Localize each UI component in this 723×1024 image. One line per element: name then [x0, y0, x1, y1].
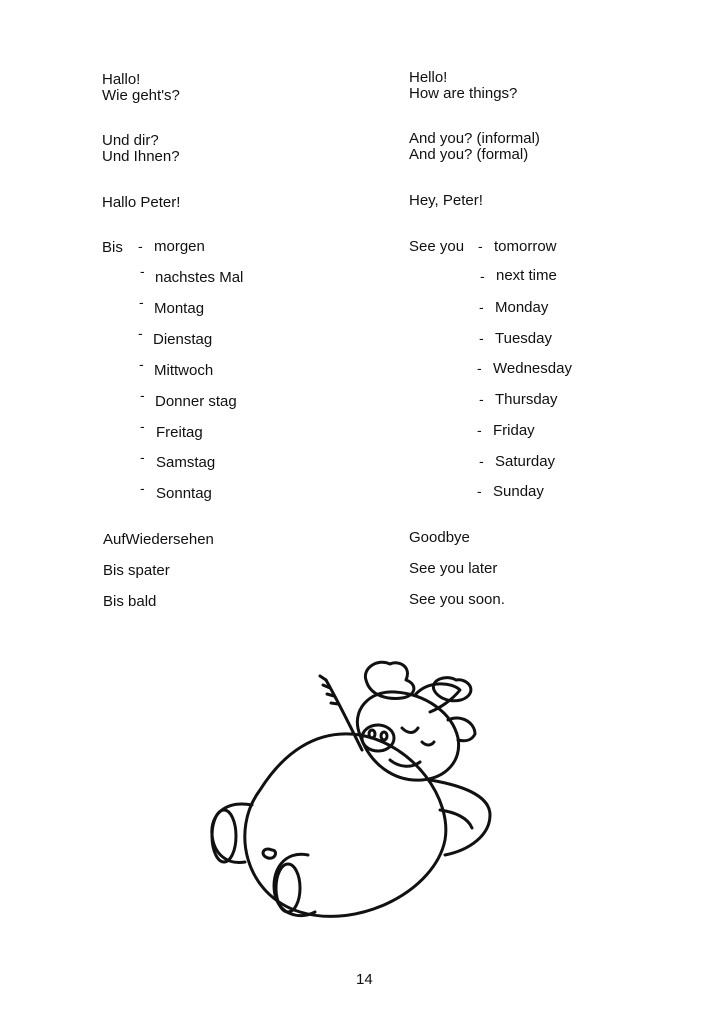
dash-de: -: [140, 263, 145, 279]
hallo-de: Hallo!: [102, 71, 141, 88]
und-dir-de: Und dir?: [102, 132, 159, 149]
goodbye-en: Goodbye: [409, 529, 470, 546]
wie-gehts-de: Wie geht's?: [102, 87, 180, 104]
dash-en: -: [477, 422, 482, 438]
dash-en: -: [478, 238, 483, 254]
relaxing-pig-illustration: [190, 650, 510, 950]
dash-en: -: [479, 330, 484, 346]
item-de-dienstag: Dienstag: [153, 331, 213, 348]
dash-en: -: [479, 391, 484, 407]
dash-en: -: [477, 483, 482, 499]
dash-de: -: [139, 294, 144, 310]
dash-en: -: [479, 299, 484, 315]
item-de-montag: Montag: [154, 300, 205, 317]
dash-de: -: [138, 325, 143, 341]
page-number: 14: [356, 971, 373, 988]
how-are-things-en: How are things?: [409, 85, 518, 102]
see-you-label-en: See you: [409, 238, 465, 255]
bis-label-de: Bis: [102, 239, 123, 256]
und-ihnen-de: Und Ihnen?: [102, 148, 180, 165]
dash-de: -: [138, 238, 143, 254]
hello-en: Hello!: [409, 69, 448, 86]
item-en-tuesday: Tuesday: [495, 330, 552, 347]
and-you-informal-en: And you? (informal): [409, 130, 540, 147]
item-en-next-time: next time: [496, 267, 557, 284]
item-de-sonntag: Sonntag: [156, 485, 212, 502]
see-you-soon-en: See you soon.: [409, 591, 505, 608]
dash-de: -: [140, 418, 145, 434]
item-en-wednesday: Wednesday: [493, 360, 572, 377]
item-en-friday: Friday: [493, 422, 535, 439]
hallo-peter-de: Hallo Peter!: [102, 194, 181, 211]
item-en-thursday: Thursday: [495, 391, 558, 408]
dash-en: -: [480, 268, 485, 284]
bis-bald-de: Bis bald: [103, 593, 157, 610]
item-de-donnerstag: Donner stag: [155, 393, 237, 410]
item-en-monday: Monday: [495, 299, 549, 316]
dash-de: -: [140, 387, 145, 403]
item-de-morgen: morgen: [154, 238, 205, 255]
item-de-mittwoch: Mittwoch: [154, 362, 214, 379]
item-de-freitag: Freitag: [156, 424, 203, 441]
item-de-nachstes-mal: nachstes Mal: [155, 269, 244, 286]
dash-de: -: [140, 449, 145, 465]
dash-de: -: [139, 356, 144, 372]
dash-en: -: [477, 360, 482, 376]
see-you-later-en: See you later: [409, 560, 498, 577]
item-en-saturday: Saturday: [495, 453, 556, 470]
dash-de: -: [140, 480, 145, 496]
item-de-samstag: Samstag: [156, 454, 216, 471]
and-you-formal-en: And you? (formal): [409, 146, 529, 163]
bis-spater-de: Bis spater: [103, 562, 170, 579]
auf-wiedersehen-de: AufWiedersehen: [103, 531, 214, 548]
hey-peter-en: Hey, Peter!: [409, 192, 483, 209]
item-en-sunday: Sunday: [493, 483, 544, 500]
item-en-tomorrow: tomorrow: [494, 238, 557, 255]
dash-en: -: [479, 453, 484, 469]
